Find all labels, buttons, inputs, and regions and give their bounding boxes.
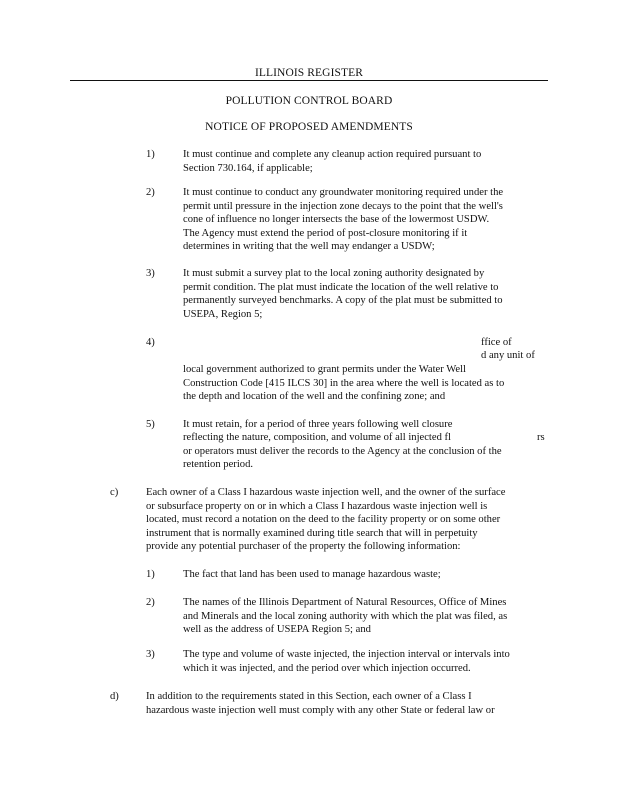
text-line: or subsurface property on or in which a Class I hazardous waste injection well is	[146, 500, 488, 512]
partial-text: d any unit of	[481, 350, 535, 361]
text-line: provide any potential purchaser of the property the following information:	[146, 541, 461, 552]
item-text	[183, 267, 503, 321]
text-line: hazardous waste injection well must comply with any other State or federal law or	[146, 704, 495, 716]
text-line: permanently surveyed benchmarks. A copy of the plat must be submitted to	[183, 295, 503, 306]
text-line: Construction Code [415 ILCS 30] in the area where the well is located as to	[183, 377, 505, 389]
item-text	[183, 363, 504, 404]
text-line: Section 730.164, if applicable;	[183, 162, 313, 174]
text-line: The names of the Illinois Department of Natural Resources, Office of Mines	[183, 597, 507, 608]
text-line: It must submit a survey plat to the local zoning authority designated by	[183, 268, 485, 279]
header-rule	[70, 80, 548, 81]
text-line: local government authorized to grant permits under the Water Well	[183, 364, 466, 375]
text-line: The type and volume of waste injected, the injection interval or intervals into	[183, 649, 510, 660]
item-text	[183, 431, 502, 472]
paragraph-text	[146, 486, 505, 554]
item-text-first-line: It must retain, for a period of three years following well closure	[183, 419, 453, 430]
text-line: In addition to the requirements stated in this Section, each owner of a Class I	[146, 691, 472, 702]
text-line: USEPA, Region 5;	[183, 308, 263, 320]
text-line: determines in writing that the well may endanger a USDW;	[183, 241, 435, 252]
board-title: POLLUTION CONTROL BOARD	[225, 95, 393, 107]
text-line: retention period.	[183, 459, 254, 470]
text-line: or operators must deliver the records to the Agency at the conclusion of the	[183, 445, 502, 457]
item-text	[183, 186, 503, 254]
item-number: 4)	[146, 337, 155, 348]
item-text	[183, 596, 507, 637]
text-line: reflecting the nature, composition, and volume of all injected fl	[183, 432, 451, 443]
text-line: permit until pressure in the injection zone decays to the point that the well's	[183, 200, 503, 212]
partial-text: ffice of	[481, 337, 512, 348]
text-line: the depth and location of the well and the confining zone; and	[183, 391, 446, 402]
item-number: 2)	[146, 597, 155, 608]
partial-text: rs	[537, 432, 545, 443]
item-number: 1)	[146, 149, 155, 160]
paragraph-label: d)	[110, 691, 119, 702]
item-number: 3)	[146, 649, 155, 660]
item-number: 3)	[146, 268, 155, 279]
item-text	[183, 148, 481, 175]
text-line: The Agency must extend the period of post-closure monitoring if it	[183, 227, 468, 239]
text-line: cone of influence no longer intersects the base of the lowermost USDW.	[183, 214, 490, 225]
register-title: ILLINOIS REGISTER	[254, 67, 364, 79]
text-line: permit condition. The plat must indicate the location of the well relative to	[183, 281, 499, 293]
text-line: It must continue and complete any cleanup action required pursuant to	[183, 149, 482, 160]
paragraph-text	[146, 690, 495, 717]
text-line: The fact that land has been used to manage hazardous waste;	[183, 569, 441, 580]
paragraph-label: c)	[110, 487, 119, 498]
item-number: 2)	[146, 187, 155, 198]
text-line: instrument that is normally examined during title search that will in perpetuity	[146, 527, 478, 539]
text-line: which it was injected, and the period over which injection occurred.	[183, 662, 471, 674]
item-text	[183, 568, 441, 582]
text-line: located, must record a notation on the deed to the facility property or on some other	[146, 514, 501, 525]
text-line: It must continue to conduct any groundwater monitoring required under the	[183, 187, 504, 198]
text-line: and Minerals and the local zoning authority with which the plat was filed, as	[183, 610, 508, 622]
item-number: 1)	[146, 569, 155, 580]
text-line: Each owner of a Class I hazardous waste injection well, and the owner of the surface	[146, 487, 506, 498]
item-text	[183, 648, 510, 675]
notice-title: NOTICE OF PROPOSED AMENDMENTS	[205, 121, 413, 133]
item-number: 5)	[146, 419, 155, 430]
text-line: well as the address of USEPA Region 5; and	[183, 624, 371, 635]
